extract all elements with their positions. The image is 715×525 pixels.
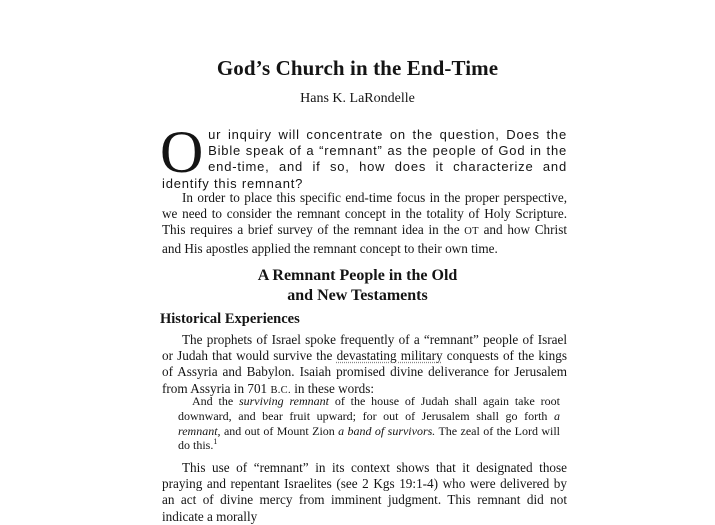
era-abbreviation: B.C. [270,384,291,396]
quote-text: and out of Mount Zion [220,423,339,438]
abbreviation-ot: OT [464,226,479,238]
subheading: Historical Experiences [160,311,300,327]
quote-italic: a remnant, [178,408,560,438]
paragraph-text: The prophets of Israel spoke frequently of a “remnant” people of Israel or Judah that would survive the [162,332,567,364]
paragraph-text: in these words: [290,380,375,396]
paragraph-perspective [162,190,567,257]
quote-text: of the house of Judah shall again take root downward, and bear fruit upward; for out of Jerusalem shall go forth [178,394,560,423]
section-heading-line: and New Testaments [287,286,428,304]
quote-text: And the [192,394,239,408]
section-heading-line: A Remnant People in the Old [257,267,458,284]
paragraph-text: conquests of the kings of Assyria and Babylon. Isaiah promised divine deliverance for Jerusalem from Assyria in 701 [162,348,567,396]
page-title: God’s Church in the End-Time [216,56,499,80]
paragraph-prophets [162,332,567,399]
paragraph-text: In order to place this specific end-time focus in the proper perspective, we need to consider the remnant concept in the totality of Holy Scripture. This requires a brief survey of the remnant idea in the [162,190,567,238]
intro-text: ur inquiry will concentrate on the question, Does the Bible speak of a “remnant” as the people of God in the end-time, and if so, how does it characterize and identify this remnant? [162,127,567,191]
section-heading [0,266,715,305]
underlined-text: devastating military [336,348,443,364]
quote-italic: surviving remnant [238,394,329,408]
intro-paragraph [160,119,567,192]
paragraph-text: and how Christ and His apostles applied the remnant concept to their own time. [162,222,567,256]
author-name: Hans K. LaRondelle [300,91,415,106]
quote-text: The zeal of the Lord will do this. [178,423,560,453]
footnote-marker[interactable]: 1 [213,437,218,447]
paragraph-remnant-usage: This use of “remnant” in its context shows that it designated those praying and repentant Israelites (see 2 Kgs 19:1-4) who were delivered by an act of divine mercy from imminent judgment. This remnant did not indicate a morally [162,460,567,524]
drop-cap: O [160,119,205,185]
quote-italic: a band of survivors. [338,423,436,438]
scripture-quote [178,394,560,453]
